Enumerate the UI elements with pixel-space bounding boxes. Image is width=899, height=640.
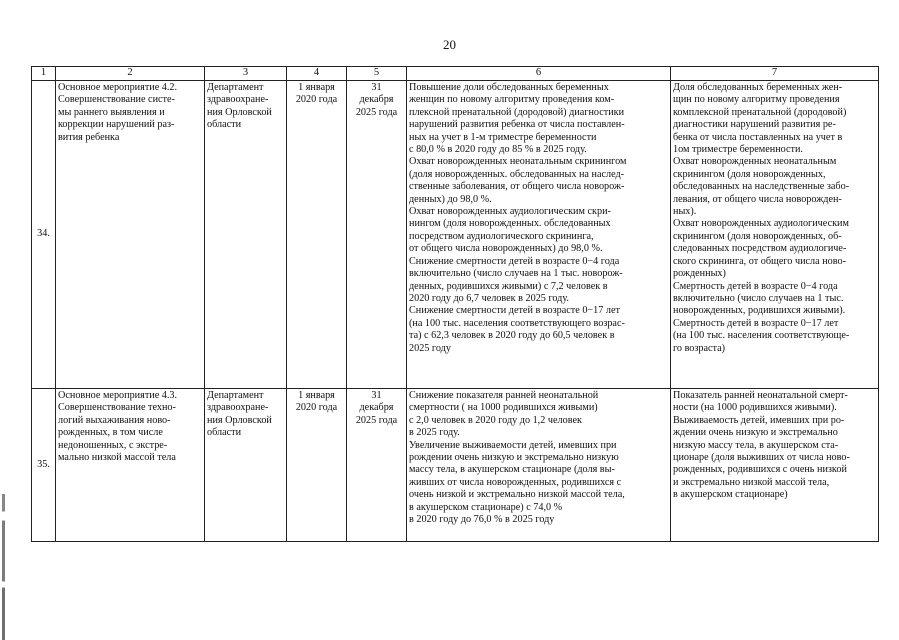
column-header-6: 6 <box>407 67 671 81</box>
measure-text: Основное мероприятие 4.3. Совершенствование техно- логий выхаживания ново- рожденных, в том числе недоношенных, с экстре- мально низкой массой тела <box>58 390 178 464</box>
executor-cell <box>205 389 287 542</box>
expected-result-text: Повышение доли обследованных беременных женщин по новому алгоритму проведения ком- плексной пренатальной (дородовой) диагностики нарушений развития ребенка от числа поставлен- ных на учет в 1-м триместре беременности с 80,0 % в 2020 году до 85 % в 2025 году. Охват новорожденных неонатальным скринингом (доля новорожденных. обследованных на наслед- ственные заболевания, от общего числа новорож- денных) до 98,0 %. Охват новорожденных аудиологическим скри- нингом (доля новорожденных. обследованных посредством аудиологического скрининга, от общего числа новорожденных) до 98,0 %. Снижение смертности детей в возрасте 0−4 года включительно (число случаев на 1 тыс. новорож- денных, родившихся живыми) с 7,2 человек в 2020 году до 6,7 человек в 2025 году. Снижение смертности детей в возрасте 0−17 лет (на 100 тыс. населения соответствующего возрас- та) с 62,3 человек в 2020 году до 60,5 человек в 2025 году <box>409 82 627 354</box>
start-date-text: 1 января 2020 года <box>295 390 338 414</box>
scan-edge-mark <box>2 494 5 640</box>
column-header-3: 3 <box>205 67 287 81</box>
start-date-cell <box>287 389 347 542</box>
expected-result-cell <box>407 389 671 542</box>
executor-text: Департамент здравоохране- ния Орловской области <box>207 82 272 131</box>
indicator-cell <box>671 81 879 389</box>
measure-cell <box>56 81 205 389</box>
expected-result-cell <box>407 81 671 389</box>
end-date-cell <box>347 389 407 542</box>
end-date-text: 31 декабря 2025 года <box>355 390 398 426</box>
table-header-row <box>32 67 879 81</box>
table-row <box>32 81 879 389</box>
page-number: 20 <box>443 37 456 52</box>
indicator-cell <box>671 389 879 542</box>
expected-result-text: Снижение показателя ранней неонатальной смертности ( на 1000 родившихся живыми) с 2,0 человек в 2020 году до 1,2 человек в 2025 году. Увеличение выживаемости детей, имевших при рождении очень низкую и экстремально низкую массу тела, в акушерском стационаре (доля вы- живших от числа новорожденных, родившихся с очень низкой и экстремально низкой массой тела, в акушерском стационаре) с 74,0 % в 2020 году до 76,0 % в 2025 году <box>409 390 625 526</box>
indicator-text: Доля обследованных беременных жен- щин по новому алгоритму проведения комплексной пренатальной (дородовой) диагностики нарушений развития ре- бенка от числа поставленных на учет в 1ом триместре беременности. Охват новорожденных неонатальным скринингом (доля новорожденных, обследованных на наследственные забо- левания, от общего числа новорожден- ных). Охват новорожденных аудиологическим скринингом (доля новорожденных, об- следованных посредством аудиологиче- ского скрининга, от общего числа ново- рожденных) Смертность детей в возрасте 0−4 года включительно (число случаев на 1 тыс. новорожденных, родившихся живыми). Смертность детей в возрасте 0−17 лет (на 100 тыс. населения соответствующе- го возраста) <box>673 82 850 354</box>
end-date-cell <box>347 81 407 389</box>
column-header-2: 2 <box>56 67 205 81</box>
measure-text: Основное мероприятие 4.2. Совершенствование систе- мы раннего выявления и коррекции нарушений раз- вития ребенка <box>58 82 178 143</box>
row-number: 35. <box>32 389 56 542</box>
row-number: 34. <box>32 81 56 389</box>
indicator-text: Показатель ранней неонатальной смерт- ности (на 1000 родившихся живыми). Выживаемость детей, имевших при ро- ждении очень низкую и экстремально низкую массу тела, в акушерском ста- ционаре (доля выживших от числа ново- рожденных, родившихся с очень низкой и экстремально низкой массой тела, в акушерском стационаре) <box>673 390 850 501</box>
start-date-text: 1 января 2020 года <box>295 82 338 106</box>
program-measures-table <box>31 66 879 542</box>
end-date-text: 31 декабря 2025 года <box>355 82 398 118</box>
start-date-cell <box>287 81 347 389</box>
column-header-5: 5 <box>347 67 407 81</box>
column-header-1: 1 <box>32 67 56 81</box>
executor-cell <box>205 81 287 389</box>
column-header-4: 4 <box>287 67 347 81</box>
table-row <box>32 389 879 542</box>
column-header-7: 7 <box>671 67 879 81</box>
measure-cell <box>56 389 205 542</box>
executor-text: Департамент здравоохране- ния Орловской области <box>207 390 272 439</box>
